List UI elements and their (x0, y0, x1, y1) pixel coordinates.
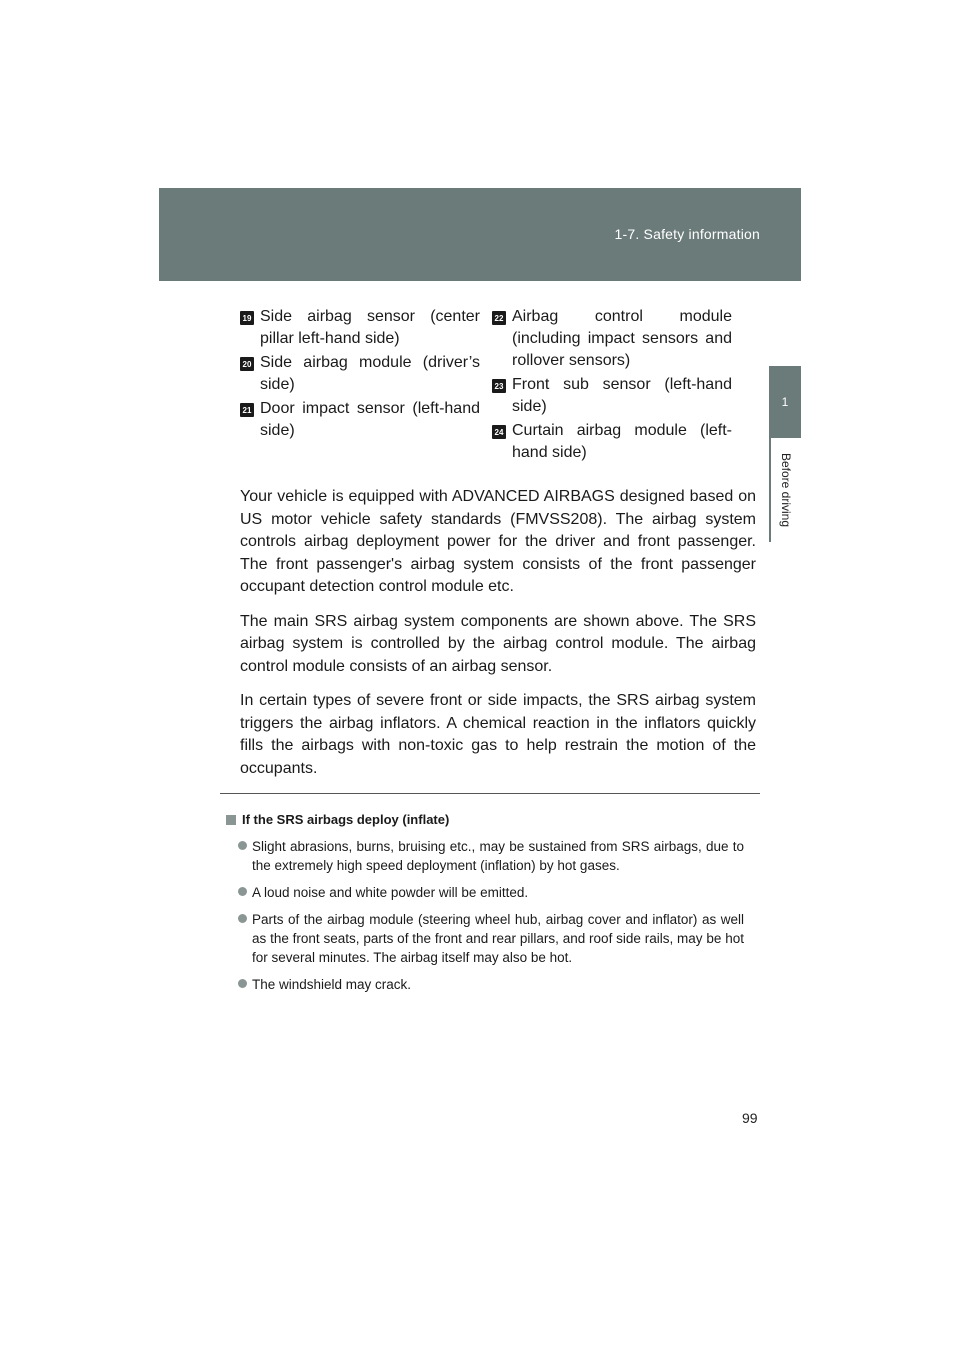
note-item (238, 837, 746, 875)
note-item (238, 975, 746, 994)
note-heading (226, 811, 746, 829)
note-heading-text: If the SRS airbags deploy (inflate) (242, 812, 450, 827)
legend-item (240, 306, 480, 350)
legend-text: Front sub sensor (left-hand side) (512, 376, 732, 415)
square-bullet-icon (226, 815, 236, 825)
component-legend (240, 306, 732, 466)
body-paragraph: In certain types of severe front or side impacts, the SRS airbag system triggers the airbag inflators. A chemical reaction in the inflators quickly fills the airbags with non-toxic gas to help restrain the motion of the occupants. (240, 692, 756, 777)
note-text: A loud noise and white powder will be emitted. (252, 885, 529, 900)
number-badge-icon: 19 (240, 311, 254, 325)
legend-text: Airbag control module (including impact sensors and rollover sensors) (512, 308, 732, 369)
body-text (240, 486, 756, 792)
legend-text: Curtain airbag module (left-hand side) (512, 422, 732, 461)
section-divider (220, 793, 760, 794)
page-number: 99 (742, 1110, 758, 1126)
chapter-title-label: Before driving (779, 452, 794, 528)
bullet-icon (238, 841, 247, 850)
legend-item (492, 374, 732, 418)
section-title: 1-7. Safety information (614, 226, 760, 242)
header-band (159, 188, 801, 281)
notes-section (226, 811, 746, 1002)
body-paragraph: Your vehicle is equipped with ADVANCED AIRBAGS designed based on US motor vehicle safety standards (FMVSS208). The airbag system controls airbag deployment power for the driver and front passenger. The front passenger's airbag system consists of the front passenger occupant detection control module etc. (240, 488, 756, 595)
legend-text: Side airbag module (driver’s side) (260, 354, 480, 393)
legend-item (492, 306, 732, 372)
legend-item (240, 398, 480, 442)
number-badge-icon: 24 (492, 425, 506, 439)
legend-text: Door impact sensor (left-hand side) (260, 400, 480, 439)
number-badge-icon: 22 (492, 311, 506, 325)
bullet-icon (238, 887, 247, 896)
note-text: Parts of the airbag module (steering wheel hub, airbag cover and inflator) as well as the front seats, parts of the front and rear pillars, and roof side rails, may be hot for several minutes. The airbag itself may also be hot. (252, 912, 744, 965)
legend-text: Side airbag sensor (center pillar left-hand side) (260, 308, 480, 347)
note-text: Slight abrasions, burns, bruising etc., may be sustained from SRS airbags, due to the extremely high speed deployment (inflation) by hot gases. (252, 839, 744, 873)
note-item (238, 910, 746, 967)
chapter-tab-title (769, 438, 801, 542)
chapter-tab-number: 1 (769, 366, 801, 438)
legend-item (492, 420, 732, 464)
bullet-icon (238, 979, 247, 988)
note-item (238, 883, 746, 902)
legend-column-right (492, 306, 732, 466)
note-text: The windshield may crack. (252, 977, 412, 992)
body-paragraph: The main SRS airbag system components are shown above. The SRS airbag system is controlled by the airbag control module. The airbag control module consists of an airbag sensor. (240, 612, 756, 675)
bullet-icon (238, 914, 247, 923)
number-badge-icon: 21 (240, 403, 254, 417)
legend-column-left (240, 306, 480, 466)
legend-item (240, 352, 480, 396)
number-badge-icon: 20 (240, 357, 254, 371)
number-badge-icon: 23 (492, 379, 506, 393)
